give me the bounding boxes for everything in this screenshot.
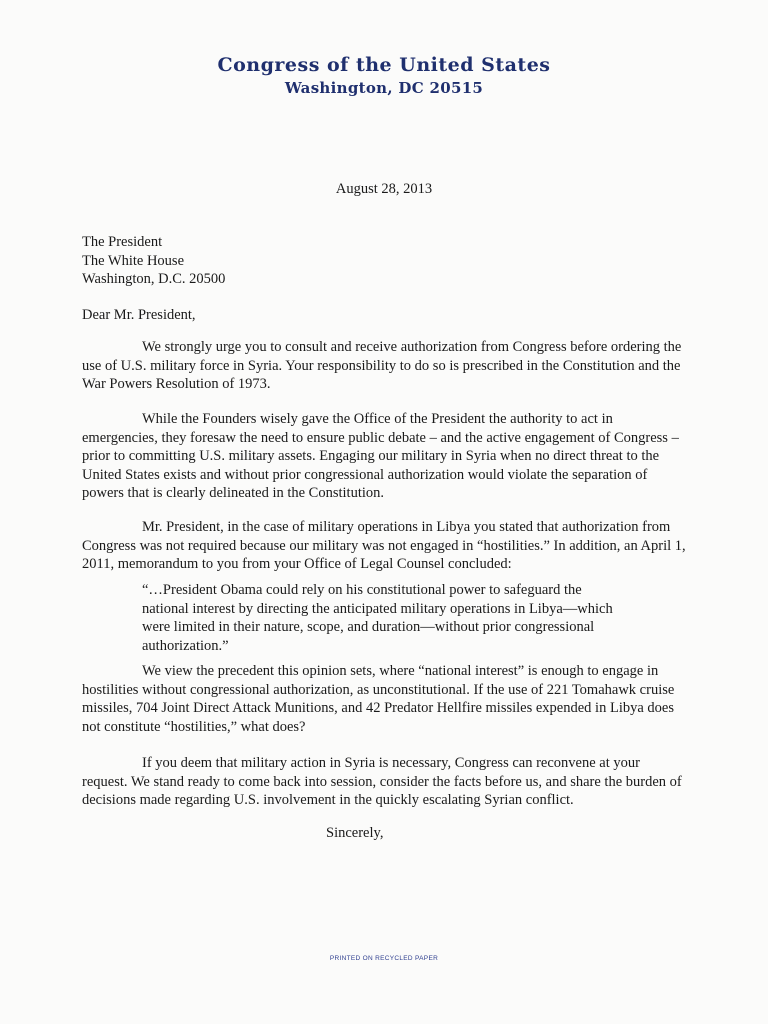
closing: Sincerely, (326, 825, 384, 841)
address-line-1: The President (82, 234, 163, 250)
salutation: Dear Mr. President, (82, 307, 196, 323)
letterhead-title: Congress of the United States (217, 54, 551, 76)
recycled-paper-notice: PRINTED ON RECYCLED PAPER (329, 955, 439, 962)
recipient-address (82, 233, 692, 289)
paragraph-1: We strongly urge you to consult and receive authorization from Congress before ordering the use of U.S. military force in Syria. Your responsibility to do so is prescribed in the Constitution and the War Powers Resolution of 1973. (82, 339, 682, 393)
address-line-2: The White House (82, 252, 185, 269)
paragraph-3: Mr. President, in the case of military operations in Libya you stated that authorization from Congress was not required because our military was not engaged in “hostilities.” In addition, an April 1, 2011, memorandum to you from your Office of Legal Counsel concluded: (82, 519, 686, 573)
address-line-3: Washington, D.C. 20500 (82, 271, 226, 288)
block-quote: “…President Obama could rely on his constitutional power to safeguard the national interest by directing the anticipated military operations in Libya—which were limited in their nature, scope, and duration—without prior congressional authorization.” (142, 582, 613, 654)
letterhead-subtitle: Washington, DC 20515 (284, 79, 484, 97)
paragraph-4: We view the precedent this opinion sets, where “national interest” is enough to engage in hostilities without congressional authorization, as unconstitutional. If the use of 221 Tomahawk cruise missiles, 704 Joint Direct Attack Munitions, and 42 Predator Hellfire missiles expended in Libya does not constitute “hostilities,” what does? (82, 663, 675, 735)
paragraph-2: While the Founders wisely gave the Office of the President the authority to act in emergencies, they foresaw the need to ensure public debate – and the active engagement of Congress – prior to committing U.S. military assets. Engaging our military in Syria when no direct threat to the United States exists and without prior congressional authorization would violate the separation of powers that is clearly delineated in the Constitution. (82, 411, 679, 502)
letter-date: August 28, 2013 (335, 181, 433, 197)
paragraph-5: If you deem that military action in Syria is necessary, Congress can reconvene at your request. We stand ready to come back into session, consider the facts before us, and share the burden of decisions made regarding U.S. involvement in the quickly escalating Syrian conflict. (82, 755, 682, 809)
